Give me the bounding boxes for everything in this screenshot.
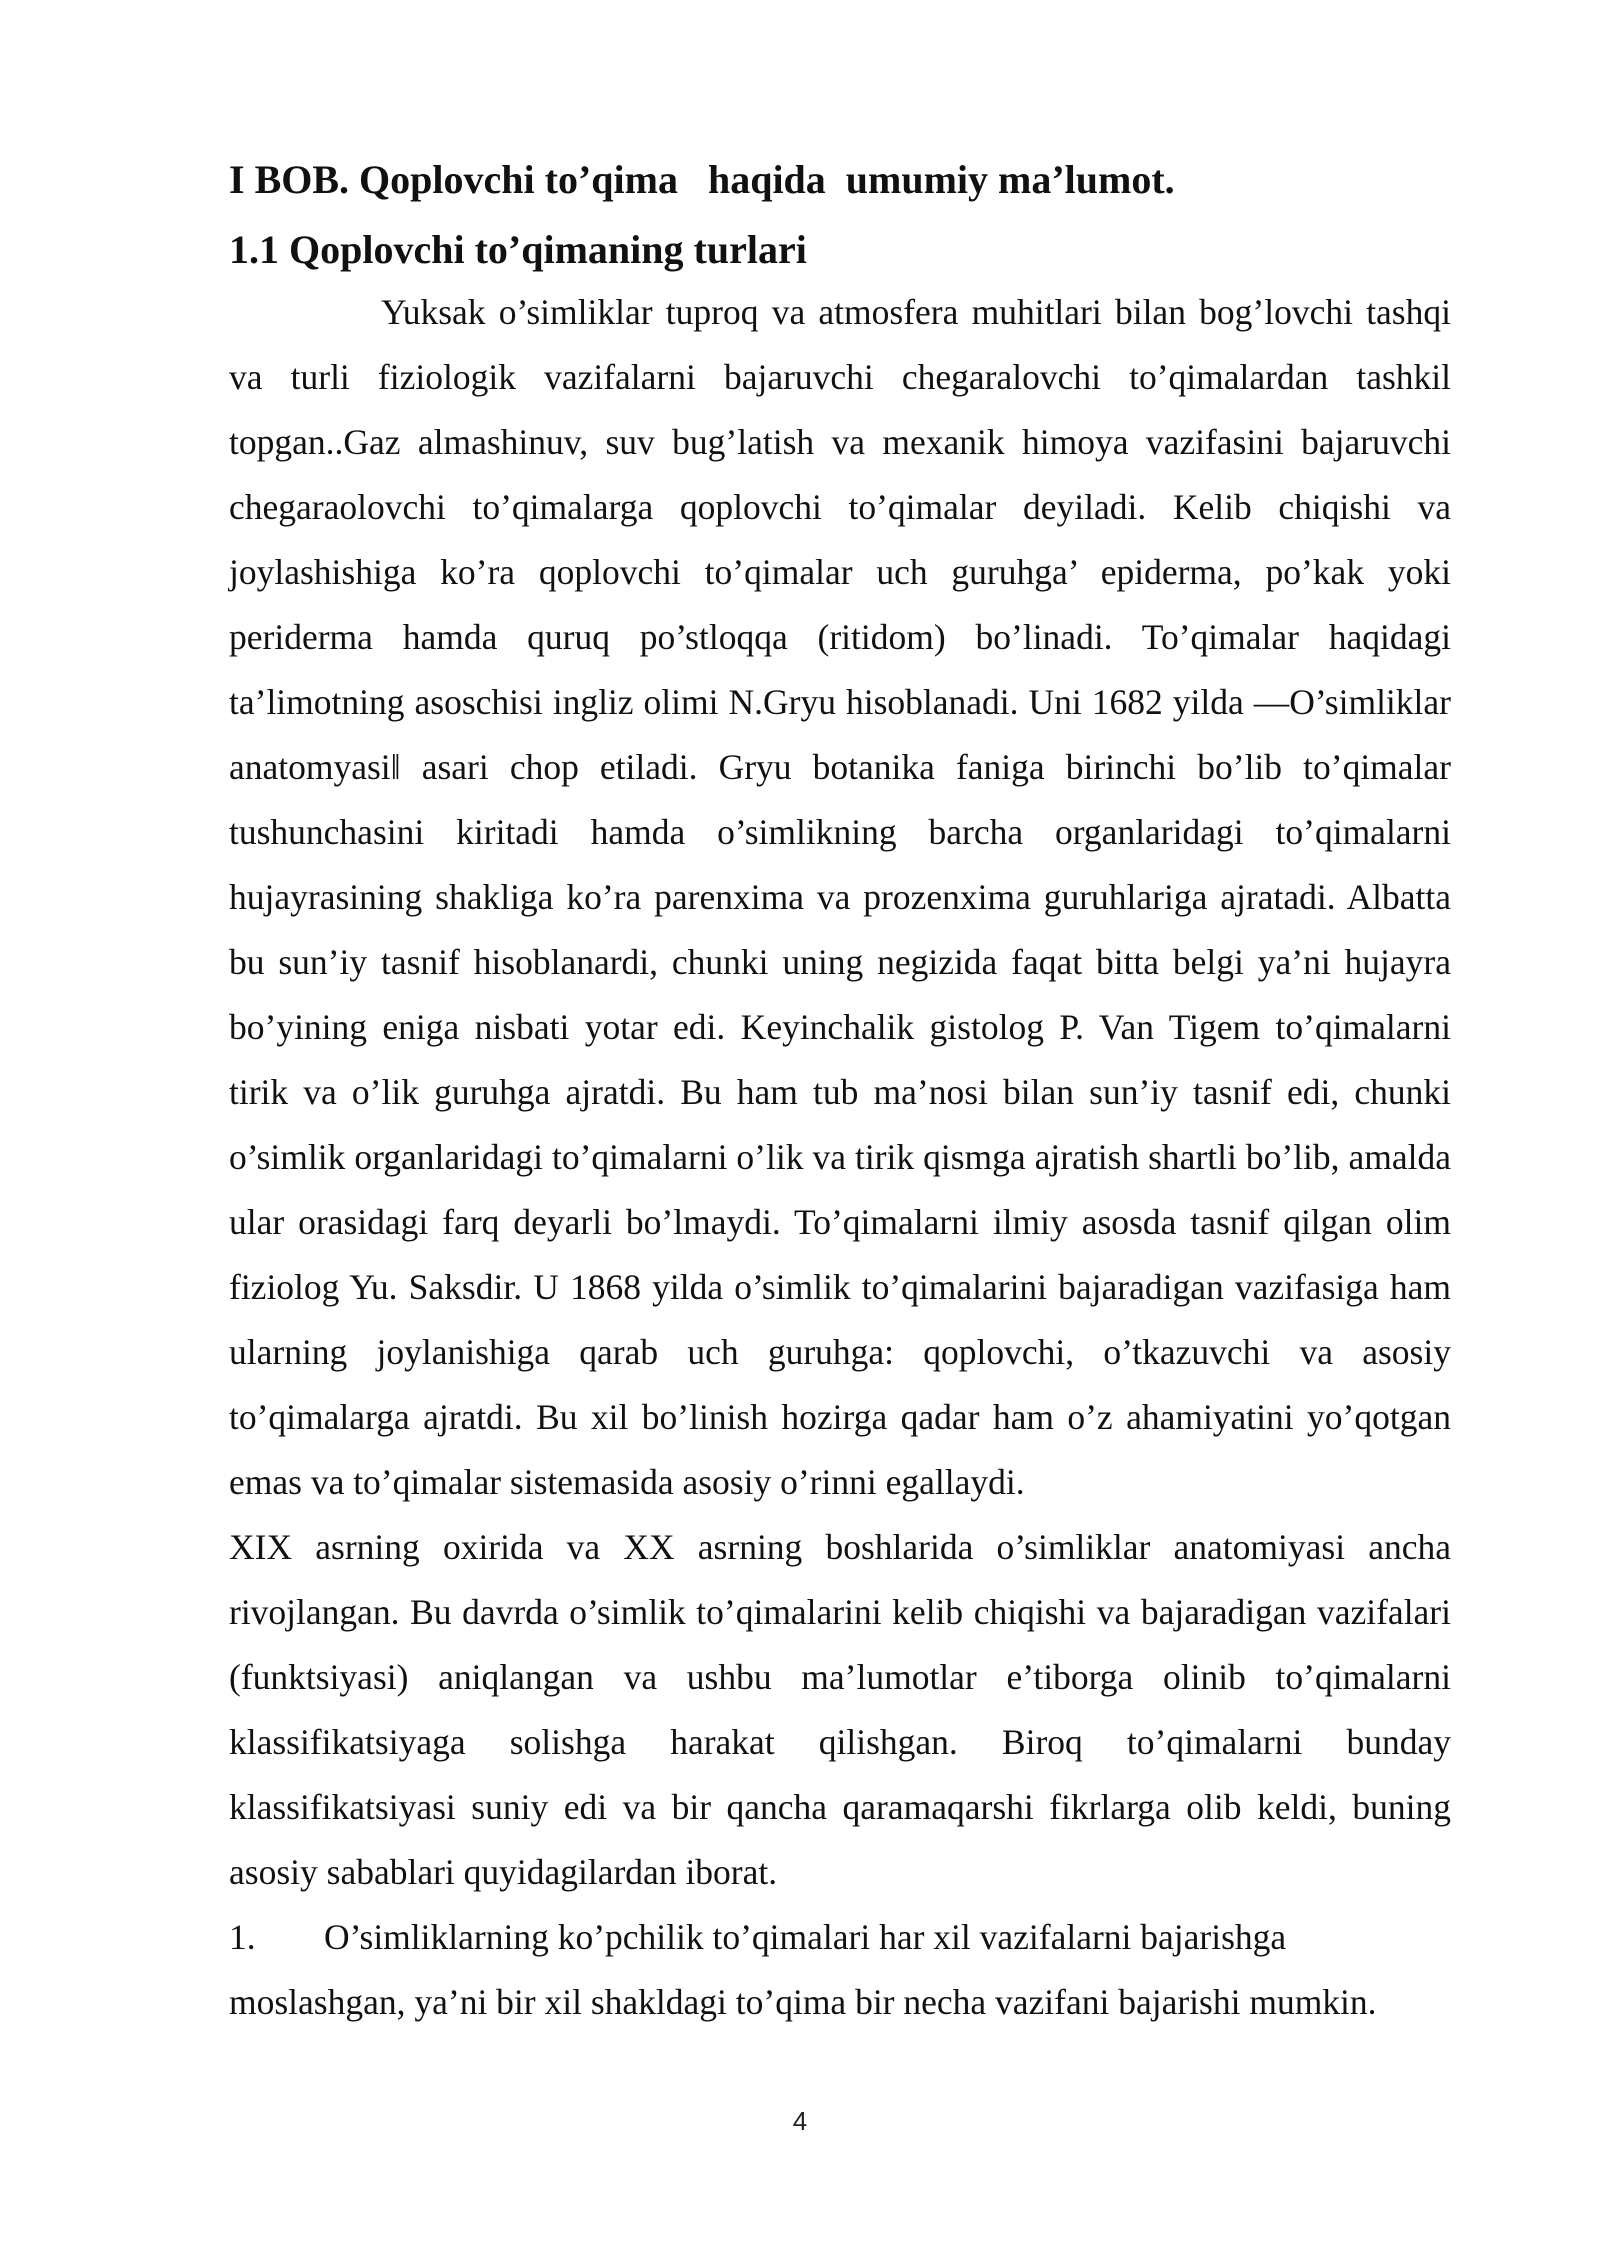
document-page (229, 150, 1451, 2035)
list-item-number: 1. (229, 1917, 256, 1957)
paragraph-2: XIX asrning oxirida va XX asrning boshlarida o’simliklar anatomiyasi ancha rivojlangan. Bu davrda o’simlik to’qimalarini kelib chiqishi va bajaradigan vazifalari (funktsiyasi) aniqlangan va ushbu ma’lumotlar e’tiborga olinib to’qimalarni klassifikatsiyaga solishga harakat qilishgan. Biroq to’qimalarni bunday klassifikatsiyasi suniy edi va bir qancha qaramaqarshi fikrlarga olib keldi, buning asosiy sabablari quyidagilardan iborat. (229, 1527, 1451, 1892)
chapter-title: I BOB. Qoplovchi to’qima haqida umumiy ma’lumot. (229, 157, 1175, 202)
list-item-text-rest: moslashgan, ya’ni bir xil shakldagi to’qima bir necha vazifani bajarishi mumkin. (229, 1982, 1377, 2022)
list-item (229, 1905, 1451, 2035)
list-item-text-first: O’simliklarning ko’pchilik to’qimalari har xil vazifalarni bajarishga (324, 1917, 1287, 1957)
section-title: 1.1 Qoplovchi to’qimaning turlari (229, 227, 807, 272)
page-number: 4 (792, 2106, 808, 2136)
paragraph-1: Yuksak o’simliklar tuproq va atmosfera muhitlari bilan bog’lovchi tashqi va turli fiziologik vazifalarni bajaruvchi chegaralovchi to’qimalardan tashkil topgan..Gaz almashinuv, suv bug’latish va mexanik himoya vazifasini bajaruvchi chegaraolovchi to’qimalarga qoplovchi to’qimalar deyiladi. Kelib chiqishi va joylashishiga ko’ra qoplovchi to’qimalar uch guruhga’ epiderma, po’kak yoki periderma hamda quruq po’stloqqa (ritidom) bo’linadi. To’qimalar haqidagi ta’limotning asoschisi ingliz olimi N.Gryu hisoblanadi. Uni 1682 yilda ―O’simliklar anatomyasi‖ asari chop etiladi. Gryu botanika faniga birinchi bo’lib to’qimalar tushunchasini kiritadi hamda o’simlikning barcha organlaridagi to’qimalarni hujayrasining shakliga ko’ra parenxima va prozenxima guruhlariga ajratadi. Albatta bu sun’iy tasnif hisoblanardi, chunki uning negizida faqat bitta belgi ya’ni hujayra bo’yining eniga nisbati yotar edi. Keyinchalik gistolog P. Van Tigem to’qimalarni tirik va o’lik guruhga ajratdi. Bu ham tub ma’nosi bilan sun’iy tasnif edi, chunki o’simlik organlaridagi to’qimalarni o’lik va tirik qismga ajratish shartli bo’lib, amalda ular orasidagi farq deyarli bo’lmaydi. To’qimalarni ilmiy asosda tasnif qilgan olim fiziolog Yu. Saksdir. U 1868 yilda o’simlik to’qimalarini bajaradigan vazifasiga ham ularning joylanishiga qarab uch guruhga: qoplovchi, o’tkazuvchi va asosiy to’qimalarga ajratdi. Bu xil bo’linish hozirga qadar ham o’z ahamiyatini yo’qotgan emas va to’qimalar sistemasida asosiy o’rinni egallaydi. (229, 292, 1451, 1502)
